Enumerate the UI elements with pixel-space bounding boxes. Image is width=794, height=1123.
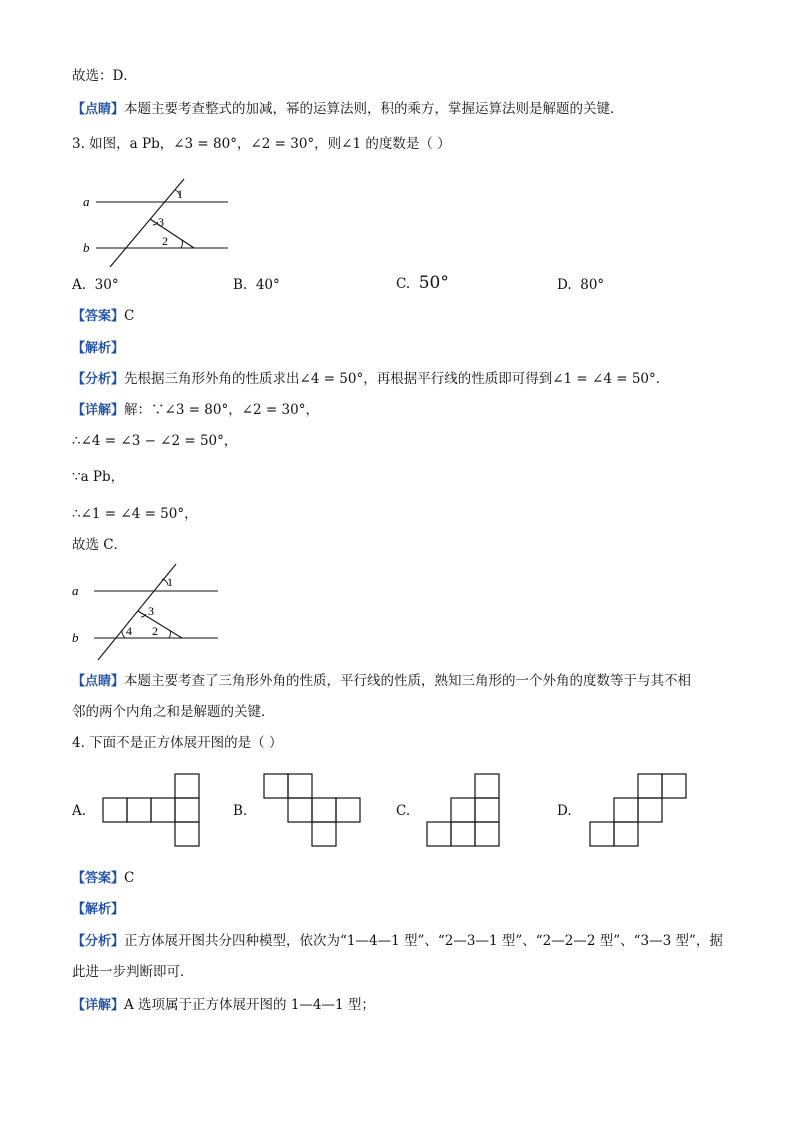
q4-option-c: C.	[396, 803, 411, 819]
line-a-label: a	[72, 583, 79, 598]
q4-net-d	[590, 774, 687, 846]
angle-1-label: 1	[167, 575, 173, 589]
q3-option-c: C. 50°	[396, 273, 449, 293]
q4-net-a	[103, 774, 200, 846]
q3-detail-5: 故选 C．	[72, 537, 128, 553]
q4-option-d: D.	[557, 803, 572, 819]
q4-fenxi-2: 此进一步判断即可．	[72, 964, 194, 980]
angle-4-label: 4	[126, 624, 132, 638]
line-b-label: b	[83, 240, 90, 255]
comment-text: 本题主要考查整式的加减，幂的运算法则，积的乘方，掌握运算法则是解题的关键．	[124, 101, 624, 117]
q3-comment-1: 【点睛】本题主要考查了三角形外角的性质，平行线的性质，熟知三角形的一个外角的度数等于与其不相	[72, 673, 692, 689]
q3-option-b: B. 40°	[233, 277, 280, 293]
angle-3-label: 3	[148, 604, 154, 618]
q3-analysis-tag: 【解析】	[72, 341, 125, 356]
angle-3-label: 3	[158, 215, 164, 229]
q3-option-d: D. 80°	[557, 277, 605, 293]
q4-option-a: A.	[72, 803, 87, 819]
line-a-label: a	[83, 194, 90, 209]
q3-detail-3: ∵a Pb，	[72, 469, 125, 485]
q4-net-c	[427, 774, 500, 846]
q3-detail-2: ∴∠4 = ∠3 − ∠2 = 50°，	[72, 433, 238, 449]
line-b-label: b	[72, 630, 79, 645]
angle-2-label: 2	[152, 624, 158, 638]
comment-tag: 【点睛】	[72, 102, 125, 117]
q4-detail: 【详解】A 选项属于正方体展开图的 1—4—1 型；	[72, 997, 375, 1013]
q4-option-b: B.	[233, 803, 248, 819]
q3-solution-figure	[70, 562, 230, 662]
angle-1-label: 1	[177, 187, 183, 201]
q3-figure	[78, 176, 238, 268]
q3-option-a: A. 30°	[72, 277, 119, 293]
q3-detail-4: ∴∠1 = ∠4 = 50°，	[72, 506, 198, 522]
q3-detail-1: 【详解】解：∵∠3 = 80°，∠2 = 30°，	[72, 402, 319, 418]
q3-fenxi: 【分析】先根据三角形外角的性质求出∠4 = 50°，再根据平行线的性质即可得到∠1 = ∠4 = 50°．	[72, 371, 670, 387]
q4-stem: 4. 下面不是正方体展开图的是（ ）	[72, 735, 283, 751]
q4-answer: 【答案】C	[72, 870, 135, 886]
q4-net-b	[264, 774, 361, 846]
previous-comment	[72, 100, 624, 119]
q3-comment-2: 邻的两个内角之和是解题的关键．	[72, 704, 275, 720]
q4-analysis-tag: 【解析】	[72, 902, 125, 917]
angle-2-label: 2	[162, 234, 168, 248]
q3-stem: 3. 如图，a Pb，∠3 = 80°，∠2 = 30°，则∠1 的度数是（ ）	[72, 136, 451, 152]
previous-answer: 故选：D．	[72, 68, 137, 84]
q4-fenxi-1: 【分析】正方体展开图共分四种模型，依次为“1—4—1 型”、“2—3—1 型”、“2—2—2 型”、“3—3 型”，据	[72, 933, 723, 949]
q3-answer: 【答案】C	[72, 308, 135, 324]
